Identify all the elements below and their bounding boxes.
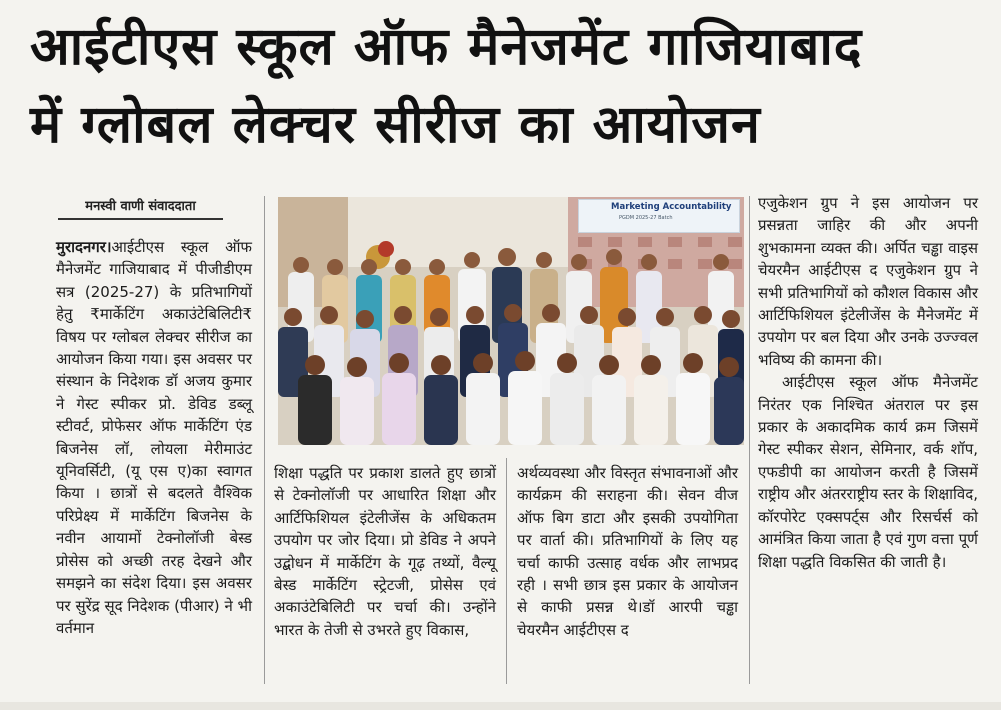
group-photo-illustration <box>278 197 744 445</box>
column-rule <box>264 196 265 684</box>
article-text: आईटीएस स्कूल ऑफ मैनेजमेंट गाजियाबाद में पीजीडीएम सत्र (2025-27) के प्रतिभागियों हेतु ₹मार्केटिंग अकाउंटेबिलिटी₹ विषय पर ग्लोबल लेक्चर सीरीज का आयोजन किया गया। इस अवसर पर संस्थान के निदेशक डॉ अजय कुमार ने गेस्ट स्पीकर प्रो. डेविड डब्लू स्टीवर्ट, प्रोफेसर ऑफ मार्केटिंग एंड बिजनेस लॉ, लोयला मेरीमाउंट यूनिवर्सिटी, (यू एस ए)का स्वागत किया । छात्रों से बदलते वैश्विक परिप्रेक्ष्य में मार्केटिंग बिजनेस के नवीन आयामों टेक्नोलॉजी बेस्ड प्रोसेस को अच्छी तरह देखने और समझने का संदेश दिया। इस अवसर पर सुरेंद्र सूद निदेशक (पीआर) ने भी वर्तमान <box>56 238 252 637</box>
event-photo <box>278 197 744 445</box>
banner-title: Marketing Accountability <box>611 202 732 212</box>
next-article-strip <box>0 702 1001 710</box>
dateline-place: मुरादनगर। <box>56 238 112 256</box>
article-paragraph: एजुकेशन ग्रुप ने इस आयोजन पर प्रसन्नता जाहिर की और अपनी शुभकामना व्यक्त की। अर्पित चड्ढा वाइस चेयरमैन आईटीएस द एजुकेशन ग्रुप ने सभी प्रतिभागियों को कौशल विकास और आर्टिफिशियल इंटेलीजेंस के मैनेजमेंट में उपयोग पर बल दिया और उनके उज्ज्वल भविष्य की कामना की। <box>758 194 978 369</box>
column-rule <box>749 196 750 684</box>
article-column-4 <box>758 192 978 573</box>
event-banner <box>578 199 740 233</box>
article-column-1 <box>56 236 252 639</box>
article-column-2: शिक्षा पद्धति पर प्रकाश डालते हुए छात्रों से टेक्नोलॉजी पर आधारित शिक्षा और आर्टिफिशियल इंटेलीजेंस के अधिकतम उपयोग पर जोर दिया। प्रो डेविड ने अपने उद्बोधन में मार्केटिंग के गूढ़ तथ्यों, वैल्यू बेस्ड मार्केटिंग स्ट्रेटजी, प्रोसेस एवं अकाउंटेबिलिटी पर चर्चा की। उन्होंने भारत के तेजी से उभरते हुए विकास, <box>274 464 496 639</box>
banner-subtitle: PGDM 2025-27 Batch <box>619 215 673 221</box>
headline-line-1: आईटीएस स्कूल ऑफ मैनेजमेंट गाजियाबाद <box>30 17 863 77</box>
headline <box>30 8 980 164</box>
article-column-3: अर्थव्यवस्था और विस्तृत संभावनाओं और कार्यक्रम की सराहना की। सेवन वीज ऑफ बिग डाटा और इसकी उपयोगिता पर वार्ता की। प्रतिभागियों के लिए यह चर्चा काफी उत्साह वर्धक और लाभप्रद रही । सभी छात्र इस प्रकार के आयोजन से काफी प्रसन्न थे।डॉ आरपी चड्ढा चेयरमैन आईटीएस द <box>517 464 738 639</box>
headline-line-2: में ग्लोबल लेक्चर सीरीज का आयोजन <box>30 95 761 155</box>
column-rule <box>506 458 507 684</box>
article-paragraph: आईटीएस स्कूल ऑफ मैनेजमेंट निरंतर एक निश्चित अंतराल पर इस प्रकार के अकादमिक कार्य क्रम जिसमें गेस्ट स्पीकर सेशन, सेमिनार, वर्क शॉप, एफडीपी का आयोजन करती है जिसमें राष्ट्रीय और अंतरराष्ट्रीय स्तर के शिक्षाविद, कॉरपोरेट एक्सपर्ट्स और रिसर्चर्स को आमंत्रित किया जाता है एवं गुण वत्ता पूर्ण शिक्षा पद्धति विकसित की जाती है। <box>758 373 978 571</box>
byline: मनस्वी वाणी संवाददाता <box>58 196 223 220</box>
